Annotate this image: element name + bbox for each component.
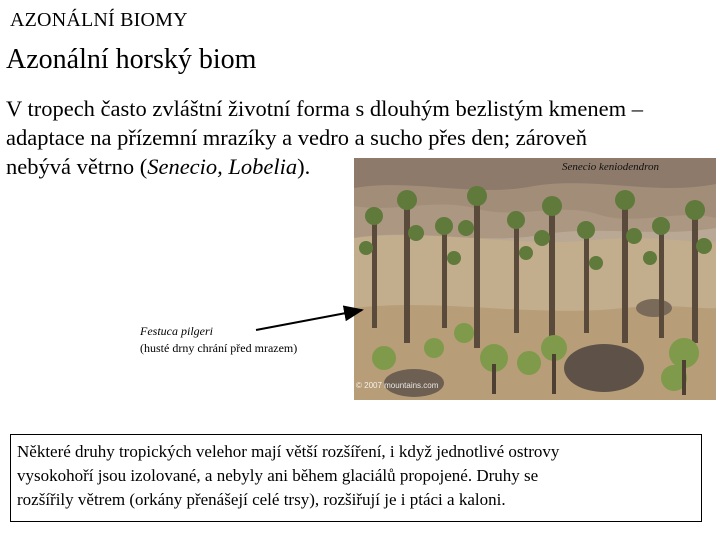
body-line-2: adaptace na přízemní mrazíky a vedro a sucho přes den; zároveň: [6, 125, 587, 150]
info-box-line-2: vysokohoří jsou izolované, a nebyly ani během glaciálů propojené. Druhy se: [17, 466, 539, 485]
section-title: AZONÁLNÍ BIOMY: [10, 9, 188, 31]
info-box-line-3: rozšířily větrem (orkány přenášejí celé trsy), rozšiřují je i ptáci a kaloni.: [17, 490, 506, 509]
body-line-3-suffix: ).: [297, 154, 311, 179]
body-line-3-prefix: nebývá větrno (: [6, 154, 148, 179]
slide-title: Azonální horský biom: [6, 44, 257, 75]
body-line-1: V tropech často zvláštní životní forma s dlouhým bezlistým kmenem –: [6, 96, 643, 121]
photo-caption: Senecio keniodendron: [562, 161, 660, 173]
info-box-line-1: Některé druhy tropických velehor mají větší rozšíření, i když jednotlivé ostrovy: [17, 442, 560, 461]
annotation-note: (husté drny chrání před mrazem): [140, 341, 298, 355]
body-line-3-species: Senecio, Lobelia: [147, 154, 298, 179]
photo-watermark: © 2007 mountains.com: [356, 381, 439, 390]
info-box: [10, 434, 702, 522]
annotation-species: Festuca pilgeri: [140, 324, 213, 338]
senecio-photo: [354, 158, 716, 400]
photo-illustration: [354, 158, 716, 400]
festuca-annotation: [140, 323, 297, 357]
